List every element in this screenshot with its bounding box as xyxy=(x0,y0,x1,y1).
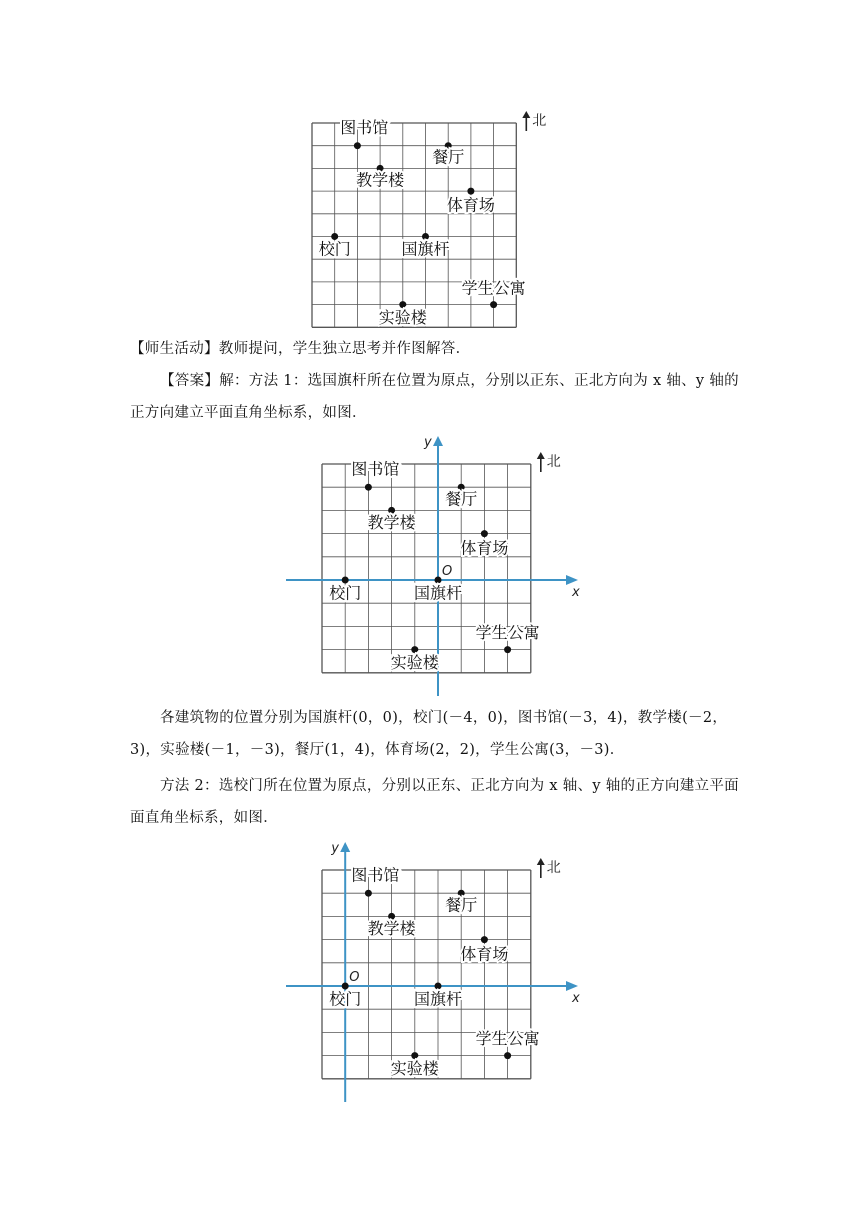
building-point-dorm xyxy=(504,646,511,653)
building-label-lab: 实验楼 xyxy=(378,307,427,327)
answer-paragraph: 【答案】解：方法 1：选国旗杆所在位置为原点，分别以正东、正北方向为 x 轴、y 轴的正方向建立平面直角坐标系，如图． xyxy=(130,373,739,421)
building-point-flagpole xyxy=(435,983,442,990)
figure-coordinate-gate-origin xyxy=(282,838,592,1110)
building-label-dorm: 学生公寓 xyxy=(461,278,526,298)
building-label-gym: 体育场 xyxy=(460,538,509,558)
building-point-dorm xyxy=(490,301,497,308)
figure-map-grid xyxy=(300,110,560,339)
building-label-canteen: 餐厅 xyxy=(445,895,478,915)
building-point-gym xyxy=(481,530,488,537)
x-axis-arrow xyxy=(566,981,578,991)
building-label-flagpole: 国旗杆 xyxy=(401,239,450,259)
north-arrow-head xyxy=(537,452,545,459)
coordinate-svg-flagpole xyxy=(282,432,592,700)
building-point-dorm xyxy=(504,1052,511,1059)
y-axis-label: y xyxy=(331,841,339,856)
building-point-gym xyxy=(467,188,474,195)
building-label-teaching: 教学楼 xyxy=(367,918,416,938)
building-label-gate: 校门 xyxy=(318,239,351,259)
teacher-activity-paragraph: 【师生活动】教师提问，学生独立思考并作图解答． xyxy=(130,341,471,357)
building-label-dorm: 学生公寓 xyxy=(475,1029,540,1048)
x-axis-label: x xyxy=(572,585,580,600)
building-point-lab xyxy=(411,1052,418,1059)
building-label-gate: 校门 xyxy=(329,989,362,1009)
building-point-gate xyxy=(342,577,349,584)
building-point-lab xyxy=(411,646,418,653)
north-label: 北 xyxy=(532,113,547,129)
building-label-library: 图书馆 xyxy=(351,459,400,479)
building-label-teaching: 教学楼 xyxy=(367,512,416,532)
building-label-gym: 体育场 xyxy=(460,944,509,964)
y-axis-arrow xyxy=(433,436,443,446)
origin-label: O xyxy=(442,564,453,579)
building-label-gym: 体育场 xyxy=(446,195,495,215)
building-label-flagpole: 国旗杆 xyxy=(413,583,463,603)
building-label-library: 图书馆 xyxy=(351,865,400,885)
map-grid-svg xyxy=(300,110,560,335)
coordinates-paragraph: 各建筑物的位置分别为国旗杆(0，0)，校门(－4，0)，图书馆(－3，4)，教学楼(－2，3)，实验楼(－1，－3)，餐厅(1，4)，体育场(2，2)，学生公寓(3，－3)． xyxy=(130,710,728,758)
building-label-dorm: 学生公寓 xyxy=(475,623,540,642)
building-label-canteen: 餐厅 xyxy=(445,489,478,509)
north-arrow-head xyxy=(522,111,530,118)
building-point-library xyxy=(354,142,361,149)
north-label: 北 xyxy=(546,860,561,876)
x-axis-arrow xyxy=(566,575,578,585)
building-label-lab: 实验楼 xyxy=(390,653,439,673)
building-label-flagpole: 国旗杆 xyxy=(413,989,463,1009)
figure-coordinate-flagpole-origin xyxy=(282,432,592,704)
building-point-gym xyxy=(481,936,488,943)
building-label-gate: 校门 xyxy=(329,583,362,603)
origin-label: O xyxy=(349,970,360,985)
building-point-library xyxy=(365,484,372,491)
north-arrow-head xyxy=(537,858,545,865)
coordinate-svg-gate xyxy=(282,838,592,1106)
building-label-lab: 实验楼 xyxy=(390,1059,439,1079)
north-label: 北 xyxy=(546,454,561,470)
building-label-library: 图书馆 xyxy=(340,118,389,138)
building-point-flagpole xyxy=(435,577,442,584)
method2-paragraph: 方法 2：选校门所在位置为原点，分别以正东、正北方向为 x 轴、y 轴的正方向建立平面面直角坐标系，如图． xyxy=(130,778,739,826)
y-axis-label: y xyxy=(424,435,432,450)
building-label-teaching: 教学楼 xyxy=(356,170,405,190)
x-axis-label: x xyxy=(572,991,580,1006)
building-point-library xyxy=(365,890,372,897)
building-label-canteen: 餐厅 xyxy=(432,147,465,167)
y-axis-arrow xyxy=(340,842,350,852)
building-point-gate xyxy=(342,983,349,990)
